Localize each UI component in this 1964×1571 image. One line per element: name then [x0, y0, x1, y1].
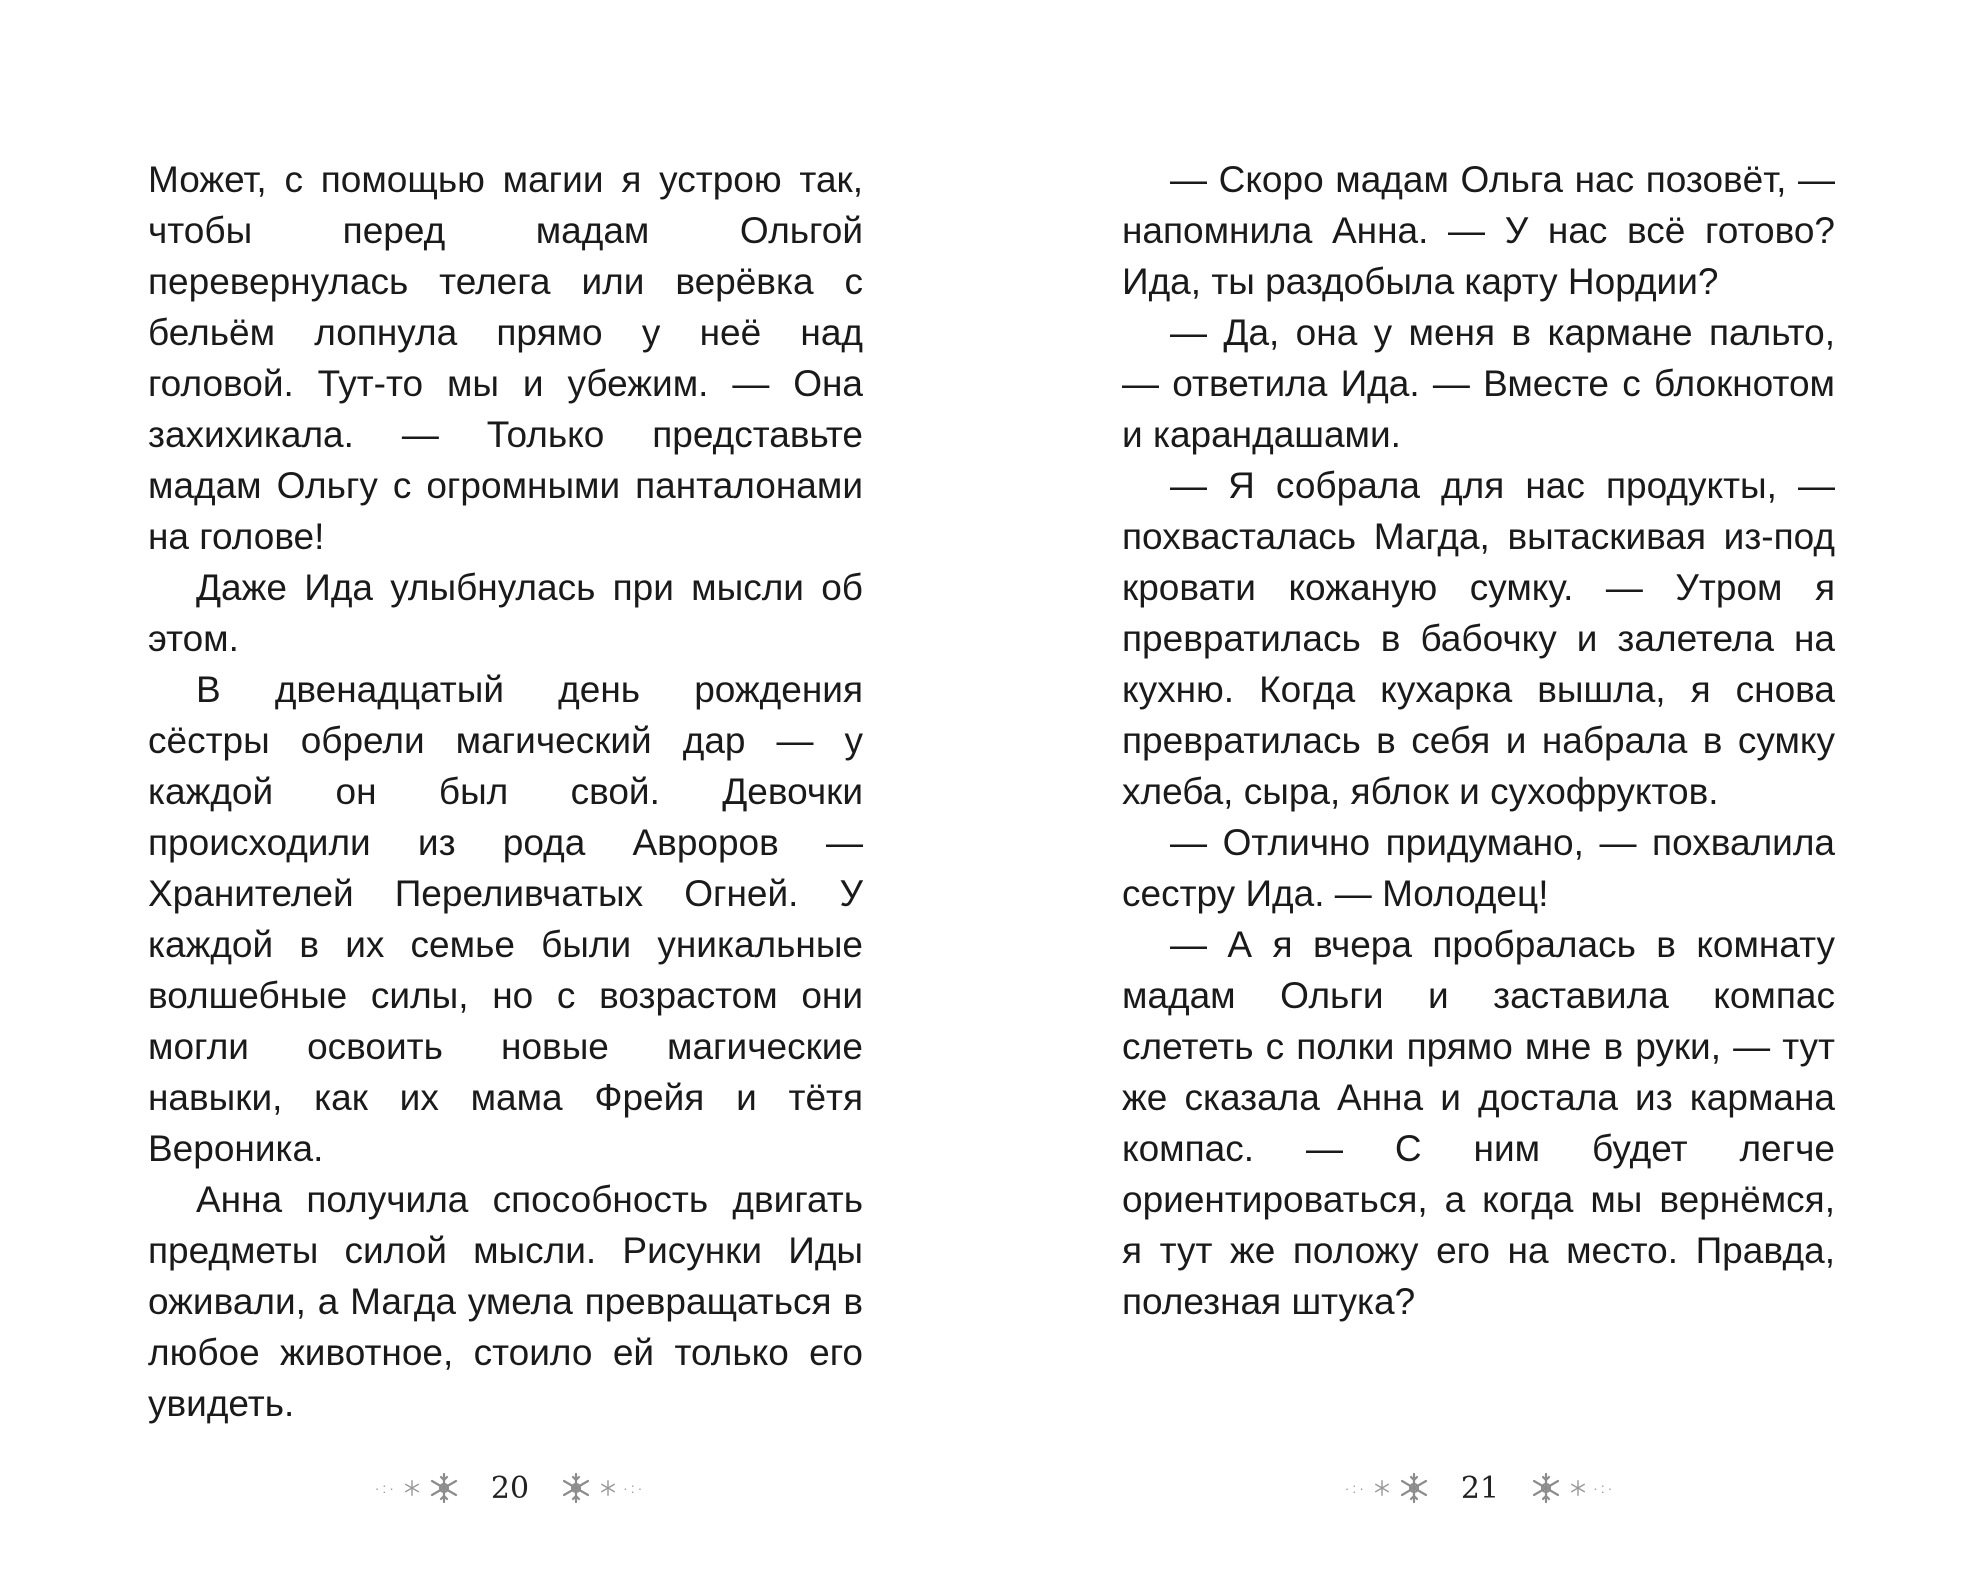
paragraph: — А я вчера пробралась в комнату мадам Ольги и заставила компас слететь с полки прямо мне в руки, — тут же сказала Анна и достала из кармана компас. — С ним будет легче ориентироваться, а когда мы вернёмся, я тут же положу его на место. Правда, полезная штука?: [1122, 924, 1835, 1322]
dots-ornament: ·:·: [374, 1480, 397, 1496]
paragraph: — Я собрала для нас продукты, — похвасталась Магда, вытаскивая из-под кровати кожаную сумку. — Утром я превратилась в бабочку и залетела на кухню. Когда кухарка вышла, я снова превратилась в себя и набрала в сумку хлеба, сыра, яблок и сухофруктов.: [1122, 465, 1835, 812]
dots-ornament: ·:·: [623, 1480, 646, 1496]
snowflake-icon: [1373, 1479, 1391, 1497]
page-number: 20: [490, 1470, 530, 1506]
snowflake-icon: [1529, 1471, 1563, 1505]
snowflake-icon: [1569, 1479, 1587, 1497]
ornament-left: [375, 1471, 461, 1505]
dots-ornament: ·:·: [1344, 1480, 1367, 1496]
ornament-right: [559, 1471, 645, 1505]
snowflake-icon: [403, 1479, 421, 1497]
paragraph: — Скоро мадам Ольга нас позовёт, — напомнила Анна. — У нас всё готово? Ида, ты раздобыла карту Нордии?: [1122, 159, 1835, 302]
snowflake-icon: [559, 1471, 593, 1505]
page-footer-left: [350, 1468, 670, 1508]
ornament-left: [1345, 1471, 1431, 1505]
paragraph: Может, с помощью магии я устрою так, чтобы перед мадам Ольгой перевернулась телега или верёвка с бельём лопнула прямо у неё над головой. Тут-то мы и убежим. — Она захихикала. — Только представьте мадам Ольгу с огромными панталонами на голове!: [148, 159, 863, 557]
left-page: [148, 154, 863, 1429]
page-number: 21: [1460, 1470, 1500, 1506]
snowflake-icon: [1397, 1471, 1431, 1505]
paragraph: — Да, она у меня в кармане пальто, — ответила Ида. — Вместе с блокнотом и карандашами.: [1122, 312, 1835, 455]
snowflake-icon: [599, 1479, 617, 1497]
ornament-right: [1529, 1471, 1615, 1505]
page-footer-right: [1320, 1468, 1640, 1508]
paragraph: Анна получила способность двигать предметы силой мысли. Рисунки Иды оживали, а Магда умела превращаться в любое животное, стоило ей только его увидеть.: [148, 1179, 863, 1424]
right-page: [1122, 154, 1835, 1327]
paragraph: Даже Ида улыбнулась при мысли об этом.: [148, 567, 863, 659]
paragraph: — Отлично придумано, — похвалила сестру Ида. — Молодец!: [1122, 822, 1835, 914]
dots-ornament: ·:·: [1593, 1480, 1616, 1496]
snowflake-icon: [427, 1471, 461, 1505]
paragraph: В двенадцатый день рождения сёстры обрели магический дар — у каждой он был свой. Девочки происходили из рода Авроров — Хранителей Переливчатых Огней. У каждой в их семье были уникальные волшебные силы, но с возрастом они могли освоить новые магические навыки, как их мама Фрейя и тётя Вероника.: [148, 669, 863, 1169]
